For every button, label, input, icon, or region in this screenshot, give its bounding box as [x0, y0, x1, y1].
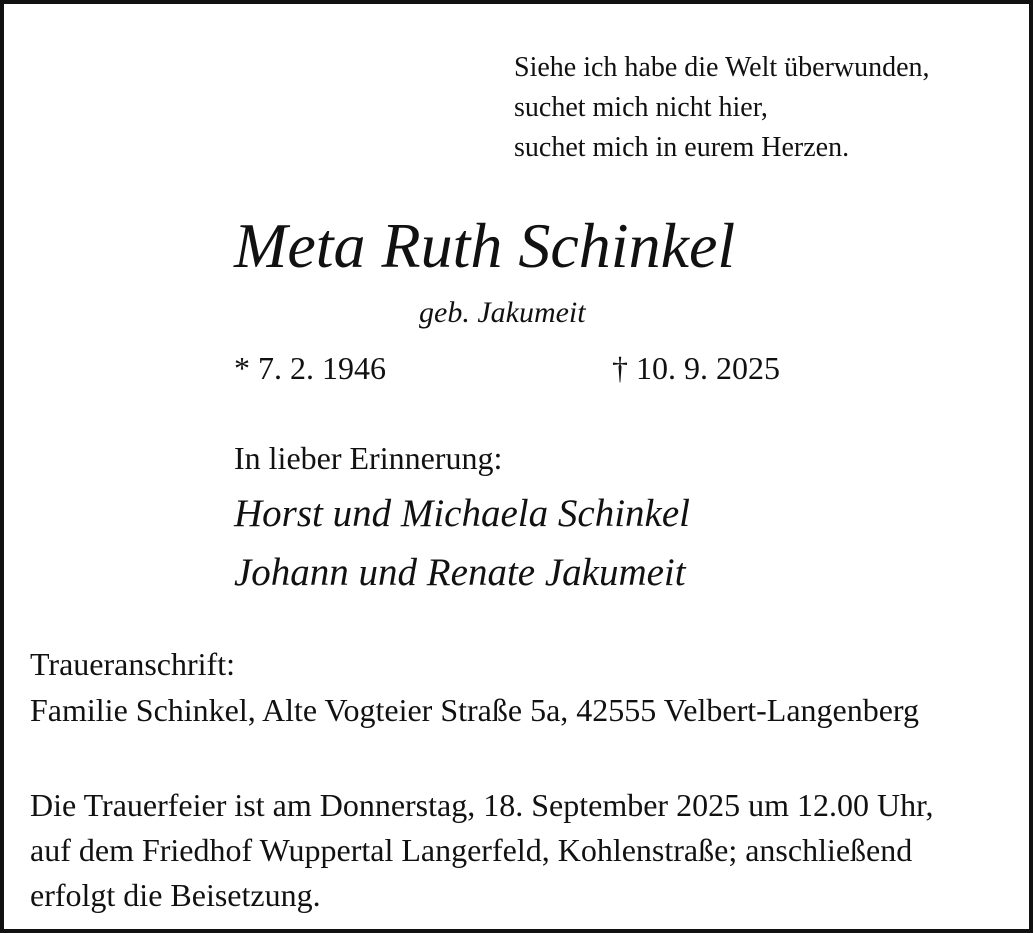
address-line: Familie Schinkel, Alte Vogteier Straße 5a, 42555 Velbert-Langenberg [30, 692, 919, 728]
death-date: † 10. 9. 2025 [612, 350, 780, 386]
motto-verse [514, 48, 930, 168]
mourner-name: Horst und Michaela Schinkel [234, 492, 690, 535]
address-label: Traueranschrift: [30, 646, 235, 682]
deceased-name: Meta Ruth Schinkel [234, 210, 736, 281]
ceremony-line: Die Trauerfeier ist am Donnerstag, 18. September 2025 um 12.00 Uhr, [30, 787, 934, 823]
memory-heading: In lieber Erinnerung: [234, 440, 503, 476]
ceremony-text [30, 783, 933, 918]
ceremony-line: auf dem Friedhof Wuppertal Langerfeld, Kohlenstraße; anschließend [30, 832, 913, 868]
birth-name: geb. Jakumeit [419, 296, 586, 329]
motto-line: suchet mich in eurem Herzen. [514, 132, 850, 163]
motto-line: suchet mich nicht hier, [514, 92, 768, 123]
ceremony-line: erfolgt die Beisetzung. [30, 877, 321, 913]
birth-date: * 7. 2. 1946 [234, 350, 386, 386]
motto-line: Siehe ich habe die Welt überwunden, [514, 52, 930, 83]
mourner-name: Johann und Renate Jakumeit [234, 551, 686, 594]
